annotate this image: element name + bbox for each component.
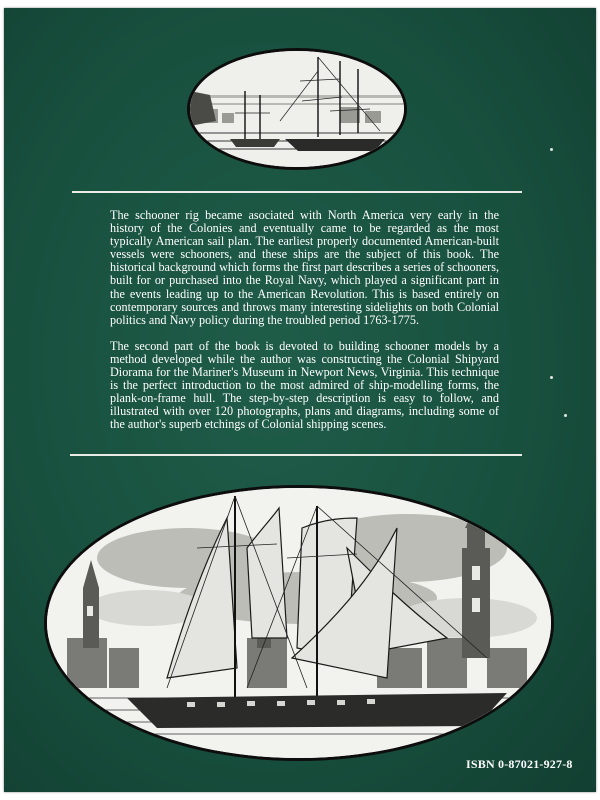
description-paragraph-1: The schooner rig became asociated with North America very early in the history of the Colonies and eventually came to be regarded as the most typically American sail plan. The earliest properly documented American-built vessels were schooners, and these ships are the subject of this book. The historical background which forms the first part describes a series of schooners, built for or purchased into the Royal Navy, which played a significant part in the events leading up to the American Revolution. This is based entirely on contemporary sources and throws many interesting sidelights on both Colonial politics and Navy policy during the troubled period 1763-1775.: [110, 208, 499, 327]
back-cover: [4, 8, 596, 792]
cover-speck: [550, 376, 553, 379]
cover-speck: [550, 148, 553, 151]
harbor-etching-small: [187, 48, 407, 170]
top-divider-rule: [72, 191, 522, 193]
cover-speck: [564, 414, 567, 417]
bottom-divider-rule: [70, 454, 522, 456]
schooner-harbor-illustration: [47, 488, 551, 758]
description-paragraph-2: The second part of the book is devoted to building schooner models by a method developed while the author was constructing the Colonial Shipyard Diorama for the Mariner's Museum in Newport News, Virginia. This technique is the perfect introduction to the most admired of ship-modelling forms, the plank-on-frame hull. The step-by-step description is easy to follow, and illustrated with over 120 photographs, plans and diagrams, including some of the author's superb etchings of Colonial shipping scenes.: [110, 338, 499, 432]
colonial-harbor-etching-large: [44, 485, 554, 761]
harbor-scene-illustration: [190, 51, 404, 167]
book-description: [110, 209, 499, 432]
isbn-label: ISBN 0-87021-927-8: [466, 757, 573, 771]
